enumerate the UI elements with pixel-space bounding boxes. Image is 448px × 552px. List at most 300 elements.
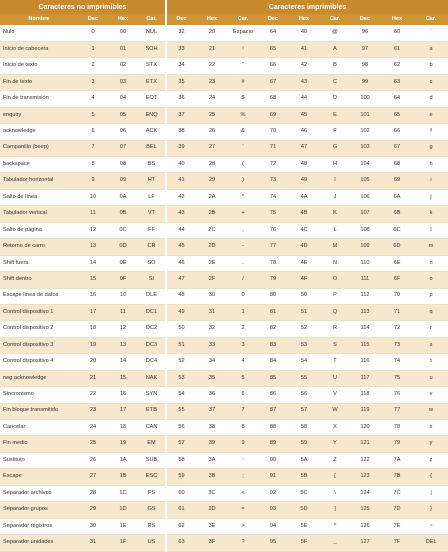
table-row — [0, 157, 448, 173]
table-cell: 0B — [108, 206, 138, 222]
table-cell: 82 — [258, 321, 288, 337]
table-row — [0, 469, 448, 485]
table-cell: 2 — [228, 321, 258, 337]
table-cell: EOT — [138, 91, 166, 107]
table-row — [0, 239, 448, 255]
table-cell: Z — [320, 452, 350, 468]
table-cell: 36 — [196, 387, 228, 403]
table-cell: 115 — [350, 337, 380, 353]
table-cell: BS — [138, 157, 166, 173]
table-cell: 2E — [196, 255, 228, 271]
column-header: Dec — [166, 14, 196, 25]
table-cell: 23 — [196, 74, 228, 90]
row-name-cell: Nulo — [0, 25, 78, 41]
table-cell: 111 — [350, 272, 380, 288]
table-row — [0, 387, 448, 403]
table-cell: 02 — [108, 58, 138, 74]
table-cell: 1E — [108, 518, 138, 534]
table-cell: d — [414, 91, 448, 107]
table-cell: 51 — [288, 304, 320, 320]
table-cell: E — [320, 107, 350, 123]
table-cell: NAK — [138, 370, 166, 386]
table-cell: 96 — [350, 25, 380, 41]
table-cell: 34 — [166, 58, 196, 74]
table-cell: 00 — [108, 25, 138, 41]
table-cell: 116 — [350, 354, 380, 370]
column-header: Hex — [380, 14, 414, 25]
table-cell: 4E — [288, 255, 320, 271]
table-cell: 2C — [196, 222, 228, 238]
row-name-cell: Separador archivos — [0, 485, 78, 501]
table-cell: 0A — [108, 189, 138, 205]
table-cell: c — [414, 74, 448, 90]
row-name-cell: acknowledge — [0, 124, 78, 140]
table-cell: 120 — [350, 420, 380, 436]
table-cell: 67 — [380, 140, 414, 156]
row-name-cell: Control dispositivo 4 — [0, 354, 78, 370]
table-row — [0, 222, 448, 238]
table-cell: n — [414, 255, 448, 271]
table-cell: 7F — [380, 535, 414, 551]
table-cell: 7 — [78, 140, 108, 156]
table-cell: l — [414, 222, 448, 238]
table-cell: e — [414, 107, 448, 123]
table-cell: 61 — [166, 502, 196, 518]
table-cell: 79 — [380, 436, 414, 452]
row-name-cell: Sincronismo — [0, 387, 78, 403]
table-cell: 98 — [350, 58, 380, 74]
table-cell: RS — [138, 518, 166, 534]
table-cell: \ — [320, 485, 350, 501]
table-cell: F — [320, 124, 350, 140]
row-name-cell: Sustituto — [0, 452, 78, 468]
table-cell: 46 — [166, 255, 196, 271]
table-cell: W — [320, 403, 350, 419]
table-cell: $ — [228, 91, 258, 107]
row-name-cell: Control dispositivo 3 — [0, 337, 78, 353]
table-cell: 0D — [108, 239, 138, 255]
table-cell: 35 — [166, 74, 196, 90]
table-cell: 4A — [288, 189, 320, 205]
table-cell: 100 — [350, 91, 380, 107]
table-cell: 7B — [380, 469, 414, 485]
section-title-non-printable: Caracteres no imprimibles — [0, 0, 166, 14]
table-cell: VT — [138, 206, 166, 222]
table-cell: 56 — [288, 387, 320, 403]
table-cell: 101 — [350, 107, 380, 123]
column-header: Hex — [288, 14, 320, 25]
table-cell: 41 — [288, 41, 320, 57]
table-cell: 9 — [228, 436, 258, 452]
table-cell: _ — [320, 535, 350, 551]
table-row — [0, 304, 448, 320]
table-cell: G — [320, 140, 350, 156]
table-cell: x — [414, 420, 448, 436]
table-cell: ETX — [138, 74, 166, 90]
table-cell: ETB — [138, 403, 166, 419]
table-cell: 87 — [258, 403, 288, 419]
table-cell: 48 — [288, 157, 320, 173]
table-cell: 49 — [288, 173, 320, 189]
row-name-cell: Separador grupos — [0, 502, 78, 518]
table-cell: 83 — [258, 337, 288, 353]
table-cell: 4 — [78, 91, 108, 107]
table-row — [0, 420, 448, 436]
column-header: Dec — [350, 14, 380, 25]
table-cell: 35 — [196, 370, 228, 386]
table-cell: 88 — [258, 420, 288, 436]
table-cell: 0 — [78, 25, 108, 41]
row-name-cell: Escape — [0, 469, 78, 485]
table-cell: - — [228, 239, 258, 255]
table-cell: 40 — [166, 157, 196, 173]
table-row — [0, 452, 448, 468]
table-cell: L — [320, 222, 350, 238]
row-name-cell: Separador registros — [0, 518, 78, 534]
table-cell: 5C — [288, 485, 320, 501]
table-cell: = — [228, 502, 258, 518]
table-cell: S — [320, 337, 350, 353]
table-cell: 4F — [288, 272, 320, 288]
table-cell: 72 — [258, 157, 288, 173]
table-cell: SI — [138, 272, 166, 288]
row-name-cell: Retorno de carro — [0, 239, 78, 255]
row-name-cell: Shift fuera — [0, 255, 78, 271]
table-cell: GS — [138, 502, 166, 518]
table-cell: z — [414, 452, 448, 468]
table-cell: 71 — [258, 140, 288, 156]
table-cell: 29 — [78, 502, 108, 518]
row-name-cell: Separador unidades — [0, 535, 78, 551]
table-cell: % — [228, 107, 258, 123]
table-row — [0, 25, 448, 41]
table-cell: 110 — [350, 255, 380, 271]
table-cell: 1B — [108, 469, 138, 485]
table-cell: 28 — [196, 157, 228, 173]
table-cell: 47 — [288, 140, 320, 156]
table-cell: 39 — [166, 140, 196, 156]
table-cell: 30 — [196, 288, 228, 304]
column-header: Car. — [228, 14, 258, 25]
table-cell: 73 — [380, 337, 414, 353]
table-cell: 25 — [196, 107, 228, 123]
table-cell: 21 — [78, 370, 108, 386]
table-cell: @ — [320, 25, 350, 41]
table-cell: < — [228, 485, 258, 501]
table-cell: 16 — [78, 288, 108, 304]
table-cell: 2A — [196, 189, 228, 205]
table-cell: 76 — [380, 387, 414, 403]
table-cell: 3B — [196, 469, 228, 485]
table-cell: CAN — [138, 420, 166, 436]
table-cell: 5F — [288, 535, 320, 551]
table-row — [0, 74, 448, 90]
table-cell: 57 — [288, 403, 320, 419]
table-cell: 86 — [258, 387, 288, 403]
table-cell: 95 — [258, 535, 288, 551]
table-row — [0, 41, 448, 57]
table-cell: EM — [138, 436, 166, 452]
table-cell: 21 — [196, 41, 228, 57]
table-cell: 112 — [350, 288, 380, 304]
table-cell: R — [320, 321, 350, 337]
table-cell: 7D — [380, 502, 414, 518]
column-header: Hex — [108, 14, 138, 25]
table-cell: 70 — [380, 288, 414, 304]
table-cell: + — [228, 206, 258, 222]
table-cell: 29 — [196, 173, 228, 189]
table-cell: 31 — [196, 304, 228, 320]
table-cell: 65 — [380, 107, 414, 123]
table-cell: 6B — [380, 206, 414, 222]
table-cell: 7A — [380, 452, 414, 468]
table-cell: 13 — [108, 337, 138, 353]
table-cell: 60 — [380, 25, 414, 41]
table-cell: X — [320, 420, 350, 436]
table-cell: 0F — [108, 272, 138, 288]
table-cell: 20 — [196, 25, 228, 41]
table-cell: 78 — [380, 420, 414, 436]
table-cell: m — [414, 239, 448, 255]
table-cell: 108 — [350, 222, 380, 238]
table-cell: 3C — [196, 485, 228, 501]
table-cell: 37 — [166, 107, 196, 123]
table-cell: 62 — [380, 58, 414, 74]
table-row — [0, 370, 448, 386]
table-cell: 33 — [166, 41, 196, 57]
table-cell: BEL — [138, 140, 166, 156]
table-cell: SUB — [138, 452, 166, 468]
column-header: Nombre — [0, 14, 78, 25]
table-cell: 71 — [380, 304, 414, 320]
table-cell: 0C — [108, 222, 138, 238]
table-cell: 50 — [288, 288, 320, 304]
table-cell: 45 — [288, 107, 320, 123]
table-cell: i — [414, 173, 448, 189]
table-cell: 12 — [108, 321, 138, 337]
table-cell: 25 — [78, 436, 108, 452]
table-cell: DC4 — [138, 354, 166, 370]
table-cell: NUL — [138, 25, 166, 41]
table-cell: CR — [138, 239, 166, 255]
row-name-cell: Inicio de cabecera — [0, 41, 78, 57]
table-cell: LF — [138, 189, 166, 205]
table-cell: 5D — [288, 502, 320, 518]
table-cell: 43 — [288, 74, 320, 90]
table-cell: ' — [228, 140, 258, 156]
table-cell: { — [414, 469, 448, 485]
table-cell: DLE — [138, 288, 166, 304]
table-cell: 59 — [166, 469, 196, 485]
table-cell: 28 — [78, 485, 108, 501]
table-cell: 58 — [166, 452, 196, 468]
table-cell: 22 — [78, 387, 108, 403]
row-name-cell: Shift dentro — [0, 272, 78, 288]
table-cell: 3E — [196, 518, 228, 534]
table-row — [0, 272, 448, 288]
table-cell: DC1 — [138, 304, 166, 320]
table-cell: 50 — [166, 321, 196, 337]
table-cell: Espacio — [228, 25, 258, 41]
table-cell: 0E — [108, 255, 138, 271]
table-cell: 60 — [166, 485, 196, 501]
table-cell: 70 — [258, 124, 288, 140]
table-cell: h — [414, 157, 448, 173]
table-body — [0, 25, 448, 551]
table-cell: I — [320, 173, 350, 189]
table-cell: } — [414, 502, 448, 518]
table-cell: Q — [320, 304, 350, 320]
table-cell: N — [320, 255, 350, 271]
table-cell: 66 — [380, 124, 414, 140]
table-cell: 32 — [196, 321, 228, 337]
table-cell: 44 — [288, 91, 320, 107]
table-cell: 7 — [228, 403, 258, 419]
table-cell: T — [320, 354, 350, 370]
table-cell: 74 — [380, 354, 414, 370]
table-cell: 57 — [166, 436, 196, 452]
table-cell: 1D — [108, 502, 138, 518]
row-name-cell: Salto de página — [0, 222, 78, 238]
table-cell: 125 — [350, 502, 380, 518]
table-cell: , — [228, 222, 258, 238]
table-cell: 38 — [166, 124, 196, 140]
table-cell: 93 — [258, 502, 288, 518]
table-cell: M — [320, 239, 350, 255]
table-cell: 6E — [380, 255, 414, 271]
table-cell: 68 — [380, 157, 414, 173]
table-cell: 89 — [258, 436, 288, 452]
table-cell: 1 — [78, 41, 108, 57]
table-cell: 4 — [228, 354, 258, 370]
table-cell: 03 — [108, 74, 138, 90]
section-title-printable: Caracteres imprimibles — [166, 0, 448, 14]
table-cell: 15 — [78, 272, 108, 288]
table-row — [0, 485, 448, 501]
table-cell: ^ — [320, 518, 350, 534]
table-cell: 06 — [108, 124, 138, 140]
table-cell: ~ — [414, 518, 448, 534]
table-cell: o — [414, 272, 448, 288]
table-cell: p — [414, 288, 448, 304]
table-cell: 64 — [380, 91, 414, 107]
table-cell: 74 — [258, 189, 288, 205]
table-cell: 3 — [78, 74, 108, 90]
table-cell: 2D — [196, 239, 228, 255]
row-name-cell: enquiry — [0, 107, 78, 123]
table-cell: | — [414, 485, 448, 501]
table-cell: 114 — [350, 321, 380, 337]
table-cell: 4B — [288, 206, 320, 222]
table-cell: 6F — [380, 272, 414, 288]
row-name-cell: Control dispositivo 2 — [0, 321, 78, 337]
table-cell: r — [414, 321, 448, 337]
table-cell: H — [320, 157, 350, 173]
table-cell: 6A — [380, 189, 414, 205]
table-cell: 122 — [350, 452, 380, 468]
table-cell: 68 — [258, 91, 288, 107]
table-cell: 103 — [350, 140, 380, 156]
table-cell: ) — [228, 173, 258, 189]
table-cell: 8 — [228, 420, 258, 436]
table-cell: y — [414, 436, 448, 452]
column-header: Car. — [320, 14, 350, 25]
table-cell: 3D — [196, 502, 228, 518]
table-cell: A — [320, 41, 350, 57]
table-cell: 14 — [108, 354, 138, 370]
table-cell: SYN — [138, 387, 166, 403]
table-cell: 97 — [350, 41, 380, 57]
table-cell: 102 — [350, 124, 380, 140]
table-cell: 61 — [380, 41, 414, 57]
table-cell: 40 — [288, 25, 320, 41]
table-cell: 119 — [350, 403, 380, 419]
table-cell: # — [228, 74, 258, 90]
row-name-cell: Fin de texto — [0, 74, 78, 90]
table-cell: 105 — [350, 173, 380, 189]
table-cell: 107 — [350, 206, 380, 222]
table-row — [0, 255, 448, 271]
table-cell: 77 — [258, 239, 288, 255]
column-header: Hex — [196, 14, 228, 25]
table-cell: 6 — [78, 124, 108, 140]
table-cell: 2B — [196, 206, 228, 222]
table-cell: 91 — [258, 469, 288, 485]
table-cell: K — [320, 206, 350, 222]
table-cell: v — [414, 387, 448, 403]
table-cell: 3F — [196, 535, 228, 551]
row-name-cell: Escape línea de datos — [0, 288, 78, 304]
table-cell: 69 — [380, 173, 414, 189]
table-cell: ! — [228, 41, 258, 57]
table-row — [0, 436, 448, 452]
table-row — [0, 206, 448, 222]
table-cell: 67 — [258, 74, 288, 90]
table-row — [0, 124, 448, 140]
table-cell: 7E — [380, 518, 414, 534]
table-cell: w — [414, 403, 448, 419]
table-cell: 5E — [288, 518, 320, 534]
table-cell: f — [414, 124, 448, 140]
table-cell: 24 — [78, 420, 108, 436]
table-cell: 47 — [166, 272, 196, 288]
table-cell: 20 — [78, 354, 108, 370]
table-cell: SOH — [138, 41, 166, 57]
table-cell: 59 — [288, 436, 320, 452]
table-cell: FS — [138, 485, 166, 501]
table-cell: 7C — [380, 485, 414, 501]
table-cell: * — [228, 189, 258, 205]
table-row — [0, 518, 448, 534]
column-header: Dec — [78, 14, 108, 25]
table-cell: t — [414, 354, 448, 370]
table-cell: / — [228, 272, 258, 288]
table-cell: 27 — [196, 140, 228, 156]
table-cell: 6 — [228, 387, 258, 403]
table-cell: 08 — [108, 157, 138, 173]
table-cell: 117 — [350, 370, 380, 386]
table-cell: 58 — [288, 420, 320, 436]
column-header: Car. — [138, 14, 166, 25]
table-row — [0, 91, 448, 107]
table-row — [0, 140, 448, 156]
table-cell: 84 — [258, 354, 288, 370]
table-cell: a — [414, 41, 448, 57]
row-name-cell: Control dispositivo 1 — [0, 304, 78, 320]
table-cell: 92 — [258, 485, 288, 501]
table-cell: FF — [138, 222, 166, 238]
table-cell: 11 — [108, 304, 138, 320]
